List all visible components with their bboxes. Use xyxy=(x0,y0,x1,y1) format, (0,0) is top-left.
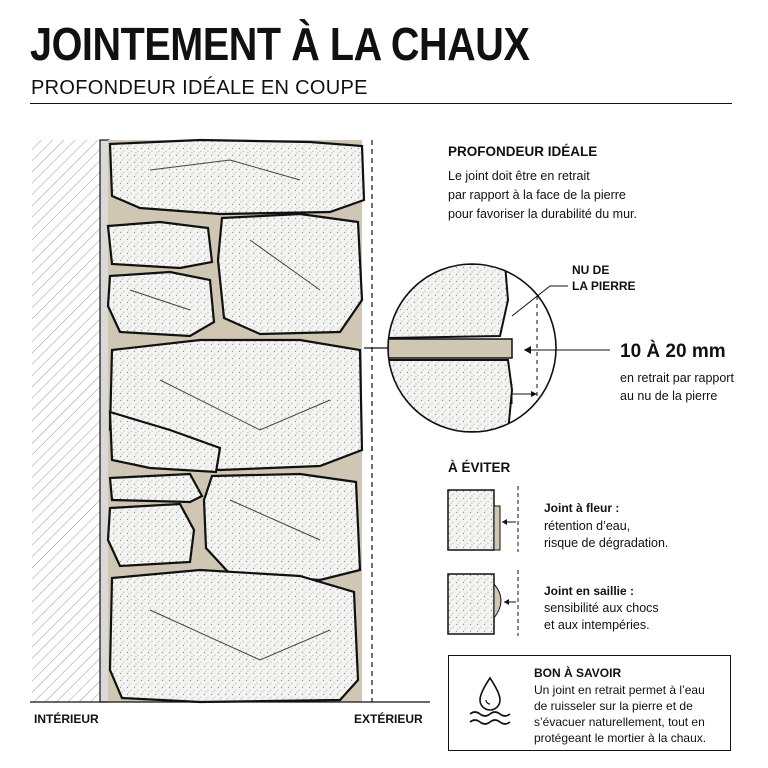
avoid-item-1-title: Joint à fleur : xyxy=(544,501,620,515)
flush-joint-sketch xyxy=(448,486,518,552)
avoid-item-2-line-2: et aux intempéries. xyxy=(544,618,650,632)
recess-value: 10 À 20 mm xyxy=(620,341,726,362)
interior-label: INTÉRIEUR xyxy=(34,712,99,726)
tip-heading: BON À SAVOIR xyxy=(534,666,622,680)
recess-desc-line-1: en retrait par rapport xyxy=(620,371,734,385)
protruding-joint-sketch xyxy=(448,570,518,636)
interior-plaster xyxy=(100,140,109,702)
ideal-depth-line-2: par rapport à la face de la pierre xyxy=(448,188,626,202)
ideal-depth-line-1: Le joint doit être en retrait xyxy=(448,169,590,183)
avoid-item-1-line-1: rétention d’eau, xyxy=(544,519,631,533)
page-title: JOINTEMENT À LA CHAUX xyxy=(30,18,530,70)
page-subtitle: PROFONDEUR IDÉALE EN COUPE xyxy=(31,77,368,99)
nu-label-line-2: LA PIERRE xyxy=(572,279,636,293)
interior-hatch xyxy=(32,140,100,702)
tip-line-3: s’évacuer naturellement, tout en xyxy=(534,715,705,729)
tip-line-1: Un joint en retrait permet à l’eau xyxy=(534,683,705,697)
ideal-depth-line-3: pour favoriser la durabilité du mur. xyxy=(448,207,637,221)
tip-line-4: protégeant le mortier à la chaux. xyxy=(534,731,707,745)
avoid-item-2-title: Joint en saillie : xyxy=(544,584,635,598)
ideal-depth-heading: PROFONDEUR IDÉALE xyxy=(448,144,598,159)
recess-desc-line-2: au nu de la pierre xyxy=(620,389,718,403)
nu-label-line-1: NU DE xyxy=(572,263,610,277)
avoid-item-2-line-1: sensibilité aux chocs xyxy=(544,601,659,615)
avoid-item-1-line-2: risque de dégradation. xyxy=(544,536,669,550)
tip-line-2: de ruisseler sur la pierre et de xyxy=(534,699,693,713)
exterior-label: EXTÉRIEUR xyxy=(354,712,423,726)
avoid-heading: À ÉVITER xyxy=(448,460,511,475)
stones xyxy=(108,140,364,702)
